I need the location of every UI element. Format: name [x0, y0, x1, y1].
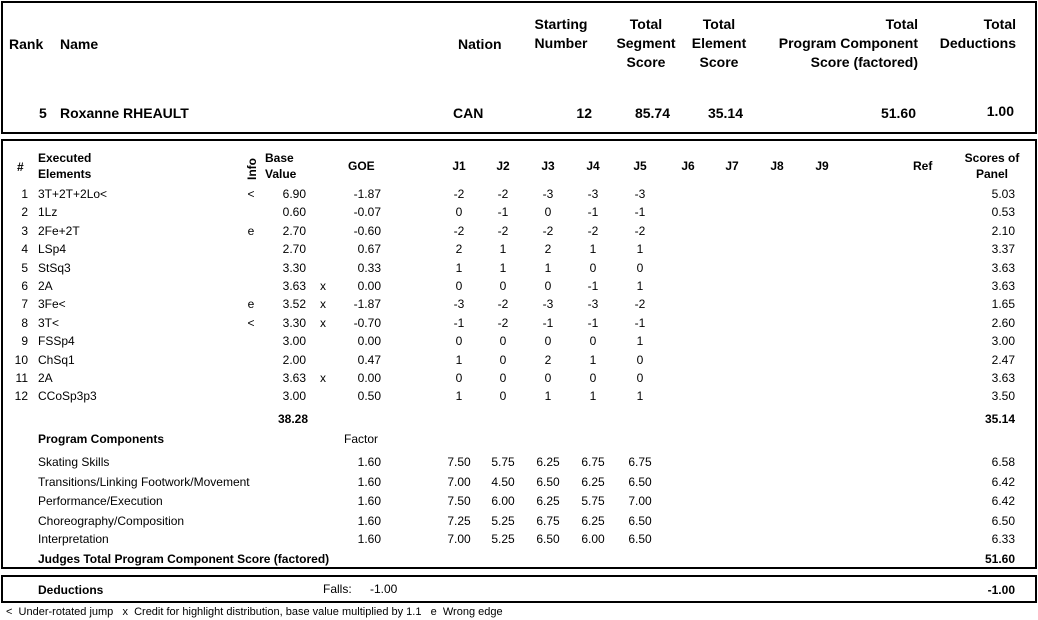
deductions-box: [1, 575, 1037, 603]
element-judge-score: 0: [589, 261, 597, 275]
judge-header-6: J6: [681, 159, 695, 173]
tes-label-line1: Total: [702, 16, 736, 32]
element-panel-score: 2.60: [991, 316, 1015, 330]
pcs-label-line2: Program Component: [778, 35, 918, 51]
element-judge-score: -1: [587, 316, 599, 330]
pcs-total-value: 51.60: [984, 552, 1015, 566]
component-judge-score: 6.50: [628, 532, 652, 546]
element-judge-score: 0: [544, 279, 552, 293]
component-panel-score: 6.42: [991, 475, 1015, 489]
element-judge-score: 0: [455, 334, 463, 348]
element-base-value: 3.52: [282, 297, 306, 311]
element-judge-score: 0: [499, 353, 507, 367]
starting-number-label: [525, 15, 597, 53]
element-number: 1: [21, 187, 28, 201]
element-judge-score: 0: [455, 279, 463, 293]
element-judge-score: -1: [634, 316, 646, 330]
element-judge-score: 0: [499, 371, 507, 385]
judge-header-4: J4: [586, 159, 600, 173]
component-name: Transitions/Linking Footwork/Movement: [38, 475, 250, 489]
element-info: e: [247, 224, 255, 238]
element-name: 2A: [38, 279, 53, 293]
element-name: StSq3: [38, 261, 71, 275]
skater-total-segment-score: 85.74: [634, 105, 670, 121]
element-judge-score: -1: [497, 205, 509, 219]
element-number: 9: [21, 334, 28, 348]
component-judge-score: 5.25: [491, 532, 515, 546]
component-name: Skating Skills: [38, 455, 110, 469]
element-panel-score: 0.53: [991, 205, 1015, 219]
executed-label-line1: Executed: [38, 151, 92, 165]
element-judge-score: 1: [544, 261, 552, 275]
element-panel-score: 3.63: [991, 371, 1015, 385]
skater-nation: CAN: [453, 105, 484, 121]
component-panel-score: 6.33: [991, 532, 1015, 546]
element-panel-score: 3.63: [991, 279, 1015, 293]
judge-header-9: J9: [815, 159, 829, 173]
element-bonus-marker: x: [320, 279, 326, 293]
element-goe: 0.00: [357, 371, 381, 385]
element-name: 2A: [38, 371, 53, 385]
element-judge-score: 0: [589, 334, 597, 348]
element-judge-score: -2: [497, 224, 509, 238]
element-judge-score: 1: [455, 389, 463, 403]
element-judge-score: -2: [634, 224, 646, 238]
judge-header-8: J8: [770, 159, 784, 173]
component-factor: 1.60: [357, 455, 381, 469]
element-judge-score: -1: [587, 205, 599, 219]
component-judge-score: 6.50: [536, 475, 560, 489]
ded-label-line2: Deductions: [939, 35, 1016, 51]
judge-header-1: J1: [452, 159, 466, 173]
element-judge-score: -3: [587, 297, 599, 311]
element-panel-score: 3.00: [991, 334, 1015, 348]
element-judge-score: 0: [544, 334, 552, 348]
col-scores-of-panel-label: [950, 150, 1034, 182]
pcs-label-line3: Score (factored): [810, 54, 918, 70]
element-base-value: 2.70: [282, 242, 306, 256]
element-judge-score: -2: [634, 297, 646, 311]
col-info-label: Info: [245, 158, 259, 180]
element-info: e: [247, 297, 255, 311]
col-ref-label: Ref: [913, 159, 933, 173]
component-judge-score: 6.75: [628, 455, 652, 469]
element-base-value: 3.30: [282, 316, 306, 330]
element-judge-score: 2: [455, 242, 463, 256]
element-judge-score: 1: [589, 353, 597, 367]
component-judge-score: 6.25: [536, 494, 560, 508]
element-judge-score: 1: [455, 353, 463, 367]
rank-label: Rank: [9, 36, 44, 52]
element-name: 3Fe<: [38, 297, 66, 311]
judge-header-3: J3: [541, 159, 555, 173]
tss-label-line1: Total: [629, 16, 663, 32]
element-name: 2Fe+2T: [38, 224, 80, 238]
component-name: Choreography/Composition: [38, 514, 185, 528]
element-judge-score: -2: [497, 187, 509, 201]
element-base-value: 3.63: [282, 279, 306, 293]
component-judge-score: 7.00: [628, 494, 652, 508]
element-bonus-marker: x: [320, 371, 326, 385]
component-judge-score: 6.25: [581, 475, 605, 489]
element-judge-score: -1: [634, 205, 646, 219]
element-base-value: 3.63: [282, 371, 306, 385]
tss-label-line2: Segment: [616, 35, 676, 51]
pcs-total-label: Judges Total Program Component Score (factored): [38, 552, 330, 566]
element-judge-score: -2: [587, 224, 599, 238]
element-number: 8: [21, 316, 28, 330]
component-judge-score: 7.00: [447, 475, 471, 489]
element-judge-score: -2: [453, 187, 465, 201]
element-judge-score: -1: [542, 316, 554, 330]
falls-value: -1.00: [370, 582, 398, 596]
col-base-value-label: [265, 150, 296, 182]
skater-starting-number: 12: [576, 105, 592, 121]
element-judge-score: -2: [497, 297, 509, 311]
element-base-value: 6.90: [282, 187, 306, 201]
footnote-legend: < Under-rotated jump x Credit for highlight distribution, base value multiplied by 1.1 e Wrong edge: [6, 606, 503, 618]
skater-total-element-score: 35.14: [707, 105, 743, 121]
component-judge-score: 6.50: [628, 514, 652, 528]
element-judge-score: -2: [497, 316, 509, 330]
element-judge-score: 0: [544, 205, 552, 219]
element-judge-score: 0: [455, 205, 463, 219]
base-label-line2: Value: [265, 167, 297, 181]
element-judge-score: 0: [499, 389, 507, 403]
col-executed-label: [38, 150, 91, 182]
skater-program-component-score: 51.60: [880, 105, 916, 121]
element-judge-score: 0: [455, 371, 463, 385]
element-goe: -0.70: [353, 316, 381, 330]
element-goe: 0.00: [357, 279, 381, 293]
component-judge-score: 6.25: [536, 455, 560, 469]
element-number: 3: [21, 224, 28, 238]
element-base-value: 2.00: [282, 353, 306, 367]
element-number: 7: [21, 297, 28, 311]
ded-label-line1: Total: [983, 16, 1016, 32]
element-goe: 0.47: [357, 353, 381, 367]
element-panel-score: 5.03: [991, 187, 1015, 201]
element-base-value: 2.70: [282, 224, 306, 238]
element-goe: -1.87: [353, 297, 381, 311]
executed-label-line2: Elements: [38, 167, 92, 181]
element-goe: 0.00: [357, 334, 381, 348]
component-panel-score: 6.58: [991, 455, 1015, 469]
component-judge-score: 6.75: [581, 455, 605, 469]
element-number: 11: [15, 371, 28, 385]
component-judge-score: 6.50: [628, 475, 652, 489]
element-judge-score: 0: [636, 261, 644, 275]
element-goe: -0.60: [353, 224, 381, 238]
element-judge-score: 0: [544, 371, 552, 385]
component-factor: 1.60: [357, 514, 381, 528]
element-name: 3T+2T+2Lo<: [38, 187, 108, 201]
element-info: <: [247, 187, 255, 201]
element-judge-score: 1: [499, 242, 507, 256]
component-judge-score: 6.50: [536, 532, 560, 546]
component-judge-score: 6.00: [581, 532, 605, 546]
component-panel-score: 6.42: [991, 494, 1015, 508]
element-goe: 0.50: [357, 389, 381, 403]
element-base-value: 0.60: [282, 205, 306, 219]
element-judge-score: 2: [544, 242, 552, 256]
element-goe: -0.07: [353, 205, 381, 219]
element-number: 6: [21, 279, 28, 293]
component-judge-score: 4.50: [491, 475, 515, 489]
element-judge-score: 0: [499, 279, 507, 293]
skater-name: Roxanne RHEAULT: [60, 105, 189, 121]
name-label: Name: [60, 36, 99, 52]
element-base-value: 3.00: [282, 334, 306, 348]
element-judge-score: 0: [636, 371, 644, 385]
element-panel-score: 3.37: [991, 242, 1015, 256]
element-judge-score: -1: [587, 279, 599, 293]
judge-header-7: J7: [725, 159, 739, 173]
col-goe-label: GOE: [348, 159, 375, 173]
base-label-line1: Base: [265, 151, 294, 165]
component-factor: 1.60: [357, 532, 381, 546]
element-judge-score: -1: [453, 316, 465, 330]
element-judge-score: -3: [542, 297, 554, 311]
element-judge-score: 0: [636, 353, 644, 367]
element-name: CCoSp3p3: [38, 389, 97, 403]
element-panel-score: 3.50: [991, 389, 1015, 403]
pcs-label-line1: Total: [885, 16, 918, 32]
element-bonus-marker: x: [320, 316, 326, 330]
elements-total-score: 35.14: [984, 412, 1015, 426]
component-judge-score: 6.75: [536, 514, 560, 528]
element-panel-score: 2.10: [991, 224, 1015, 238]
element-judge-score: 1: [544, 389, 552, 403]
element-judge-score: -2: [542, 224, 554, 238]
element-number: 12: [14, 389, 28, 403]
program-component-score-label: [760, 15, 918, 72]
total-segment-score-label: [602, 15, 690, 72]
element-number: 10: [14, 353, 28, 367]
element-name: FSSp4: [38, 334, 75, 348]
scores-label-line1: Scores of: [964, 151, 1020, 165]
element-name: 1Lz: [38, 205, 58, 219]
element-base-value: 3.00: [282, 389, 306, 403]
component-judge-score: 7.25: [447, 514, 471, 528]
element-number: 5: [21, 261, 28, 275]
element-judge-score: 1: [589, 389, 597, 403]
element-judge-score: 2: [544, 353, 552, 367]
starting-label-line2: Number: [534, 35, 588, 51]
element-goe: 0.33: [357, 261, 381, 275]
element-judge-score: -3: [587, 187, 599, 201]
element-judge-score: 1: [455, 261, 463, 275]
component-panel-score: 6.50: [991, 514, 1015, 528]
judge-header-2: J2: [496, 159, 510, 173]
component-factor: 1.60: [357, 494, 381, 508]
element-info: <: [247, 316, 255, 330]
starting-label-line1: Starting: [534, 16, 588, 32]
scores-label-line2: Panel: [975, 167, 1008, 181]
col-number-label: #: [17, 160, 24, 174]
component-judge-score: 7.50: [447, 455, 471, 469]
total-deductions-label: [920, 15, 1016, 53]
element-name: ChSq1: [38, 353, 75, 367]
component-judge-score: 6.00: [491, 494, 515, 508]
falls-label: Falls:: [323, 582, 352, 596]
component-name: Interpretation: [38, 532, 109, 546]
element-judge-score: -2: [453, 224, 465, 238]
element-judge-score: 1: [636, 242, 644, 256]
component-judge-score: 7.00: [447, 532, 471, 546]
element-panel-score: 1.65: [991, 297, 1015, 311]
element-judge-score: 0: [589, 371, 597, 385]
element-judge-score: 1: [636, 279, 644, 293]
element-judge-score: -3: [634, 187, 646, 201]
element-judge-score: 1: [636, 334, 644, 348]
element-judge-score: 0: [499, 334, 507, 348]
component-judge-score: 5.75: [491, 455, 515, 469]
tes-label-line3: Score: [699, 54, 739, 70]
tss-label-line3: Score: [626, 54, 666, 70]
component-judge-score: 5.75: [581, 494, 605, 508]
component-judge-score: 5.25: [491, 514, 515, 528]
element-goe: -1.87: [353, 187, 381, 201]
element-judge-score: 1: [589, 242, 597, 256]
element-judge-score: -3: [453, 297, 465, 311]
element-base-value: 3.30: [282, 261, 306, 275]
judge-header-5: J5: [633, 159, 647, 173]
component-factor: 1.60: [357, 475, 381, 489]
total-element-score-label: [678, 15, 760, 72]
element-panel-score: 3.63: [991, 261, 1015, 275]
element-judge-score: 1: [499, 261, 507, 275]
element-number: 2: [21, 205, 28, 219]
component-judge-score: 7.50: [447, 494, 471, 508]
program-components-title: Program Components: [38, 432, 165, 446]
deductions-total: -1.00: [987, 583, 1015, 597]
skater-total-deductions: 1.00: [986, 103, 1014, 119]
deductions-label: Deductions: [38, 583, 104, 597]
element-name: 3T<: [38, 316, 60, 330]
element-judge-score: -3: [542, 187, 554, 201]
element-bonus-marker: x: [320, 297, 326, 311]
component-judge-score: 6.25: [581, 514, 605, 528]
element-judge-score: 1: [636, 389, 644, 403]
element-goe: 0.67: [357, 242, 381, 256]
factor-label: Factor: [344, 432, 379, 446]
elements-total-base: 38.28: [277, 412, 308, 426]
nation-label: Nation: [458, 36, 502, 52]
skater-rank: 5: [39, 105, 47, 121]
element-name: LSp4: [38, 242, 67, 256]
element-panel-score: 2.47: [991, 353, 1015, 367]
element-number: 4: [21, 242, 28, 256]
component-name: Performance/Execution: [38, 494, 163, 508]
tes-label-line2: Element: [691, 35, 747, 51]
